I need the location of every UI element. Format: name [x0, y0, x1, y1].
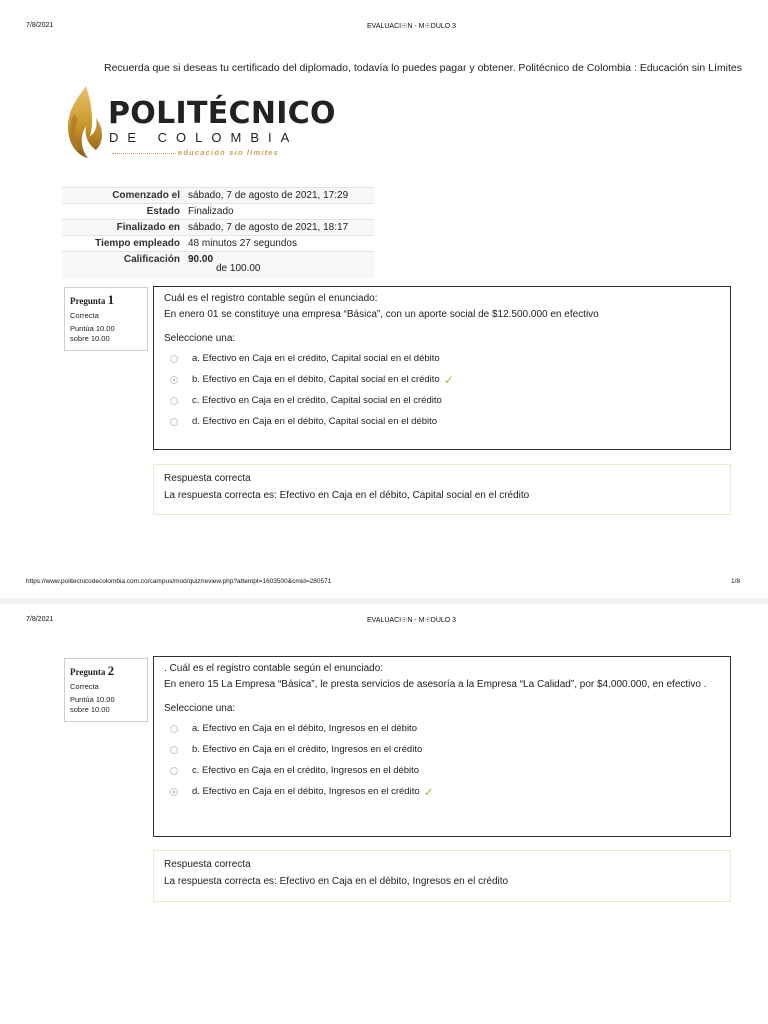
question-info-2	[64, 658, 148, 722]
feedback-title: Respuesta correcta	[164, 859, 251, 870]
answer-option[interactable]	[164, 348, 720, 369]
print-date: 7/8/2021	[26, 616, 54, 623]
grade-value	[185, 252, 374, 278]
summary-row-grade	[62, 251, 374, 278]
question-statement: En enero 15 La Empresa “Básica”, le presta servicios de asesoría a la Empresa “La Calidad”, por $4.000.000, en efectivo .	[164, 679, 707, 690]
question-points: Puntúa 10.00	[70, 695, 115, 704]
option-text: b. Efectivo en Caja en el débito, Capital social en el crédito	[192, 374, 440, 385]
print-title: EVALUACI☉N - M☉DULO 3	[367, 23, 457, 30]
option-text: c. Efectivo en Caja en el crédito, Capital social en el crédito	[192, 395, 442, 406]
summary-value: 48 minutos 27 segundos	[188, 238, 297, 249]
logo-tagline: educación sin límites	[178, 148, 280, 157]
summary-row	[62, 235, 374, 251]
print-page-number: 1/8	[731, 578, 741, 585]
question-info-1	[64, 287, 148, 351]
option-text: c. Efectivo en Caja en el crédito, Ingresos en el débito	[192, 765, 420, 776]
question-text: Cuál es el registro contable según el enunciado:	[164, 293, 378, 304]
feedback-answer: La respuesta correcta es: Efectivo en Caja en el débito, Ingresos en el crédito	[164, 876, 509, 887]
feedback-answer: La respuesta correcta es: Efectivo en Caja en el débito, Capital social en el crédito	[164, 490, 530, 501]
answer-option[interactable]	[164, 411, 720, 432]
question-text: . Cuál es el registro contable según el enunciado:	[164, 663, 384, 674]
radio-button[interactable]	[170, 725, 178, 733]
option-text: d. Efectivo en Caja en el débito, Ingresos en el crédito	[192, 786, 420, 797]
option-text: a. Efectivo en Caja en el crédito, Capital social en el débito	[192, 353, 440, 364]
summary-label: Comenzado el	[112, 190, 180, 201]
answer-option[interactable]	[164, 760, 720, 781]
radio-button[interactable]	[170, 767, 178, 775]
question-number-value: 1	[107, 292, 115, 307]
logo-dotted-line	[112, 153, 176, 154]
print-title: EVALUACI☉N - M☉DULO 3	[367, 617, 457, 624]
summary-row	[62, 187, 374, 203]
radio-button[interactable]	[170, 355, 178, 363]
question-state: Correcta	[70, 311, 99, 320]
question-box-1	[153, 286, 731, 450]
feedback-box-1	[153, 464, 731, 515]
question-box-2	[153, 656, 731, 837]
question-statement: En enero 01 se constituye una empresa “Básica”, con un aporte social de $12.500.000 en efectivo	[164, 309, 599, 320]
summary-value: sábado, 7 de agosto de 2021, 17:29	[188, 190, 349, 201]
grade-label: Calificación	[123, 254, 180, 265]
option-text: b. Efectivo en Caja en el crédito, Ingresos en el crédito	[192, 744, 423, 755]
answer-option[interactable]	[164, 718, 720, 739]
certificate-notice[interactable]: Recuerda que si deseas tu certificado del diplomado, todavía lo puedes pagar y obtener. Politécnico de Colombia : Educación sin Límites	[104, 62, 742, 74]
checkmark-icon: ✓	[423, 784, 434, 799]
summary-label: Tiempo empleado	[95, 238, 180, 249]
question-number	[70, 663, 142, 679]
print-url[interactable]: https://www.politecnicodecolombia.com.co/campus/mod/quiz/review.php?attempt=1603500&cmid=280571	[26, 578, 332, 585]
logo-subtitle: DE COLOMBIA	[109, 130, 299, 145]
flame-icon	[62, 84, 108, 160]
question-state: Correcta	[70, 682, 99, 691]
grade-out-of: de 100.00	[216, 263, 261, 274]
feedback-title: Respuesta correcta	[164, 473, 251, 484]
politecnico-logo	[62, 84, 336, 164]
summary-value: Finalizado	[188, 206, 234, 217]
answer-option[interactable]	[164, 739, 720, 760]
attempt-summary-table	[62, 187, 374, 278]
answer-option[interactable]	[164, 781, 720, 802]
summary-row	[62, 219, 374, 235]
summary-row	[62, 203, 374, 219]
print-page-2	[0, 604, 768, 1024]
radio-button-selected[interactable]	[170, 788, 178, 796]
summary-value: sábado, 7 de agosto de 2021, 18:17	[188, 222, 349, 233]
print-date: 7/8/2021	[26, 22, 54, 29]
radio-button[interactable]	[170, 746, 178, 754]
radio-button-selected[interactable]	[170, 376, 178, 384]
question-number	[70, 292, 142, 308]
summary-label: Finalizado en	[116, 222, 180, 233]
question-number-value: 2	[107, 663, 115, 678]
option-text: d. Efectivo en Caja en el débito, Capital social en el débito	[192, 416, 438, 427]
answer-option[interactable]	[164, 390, 720, 411]
grade-score: 90.00	[188, 254, 214, 265]
question-points-max: sobre 10.00	[70, 334, 110, 343]
checkmark-icon: ✓	[443, 372, 454, 387]
radio-button[interactable]	[170, 397, 178, 405]
answer-option[interactable]	[164, 369, 720, 390]
summary-label: Estado	[146, 206, 180, 217]
question-label: Pregunta	[70, 667, 106, 677]
feedback-box-2	[153, 850, 731, 902]
select-one-label: Seleccione una:	[164, 703, 236, 714]
logo-wordmark: POLITÉCNICO	[108, 96, 336, 131]
select-one-label: Seleccione una:	[164, 333, 236, 344]
option-text: a. Efectivo en Caja en el débito, Ingresos en el débito	[192, 723, 417, 734]
question-points-max: sobre 10.00	[70, 705, 110, 714]
radio-button[interactable]	[170, 418, 178, 426]
question-points: Puntúa 10.00	[70, 324, 115, 333]
question-label: Pregunta	[70, 296, 106, 306]
